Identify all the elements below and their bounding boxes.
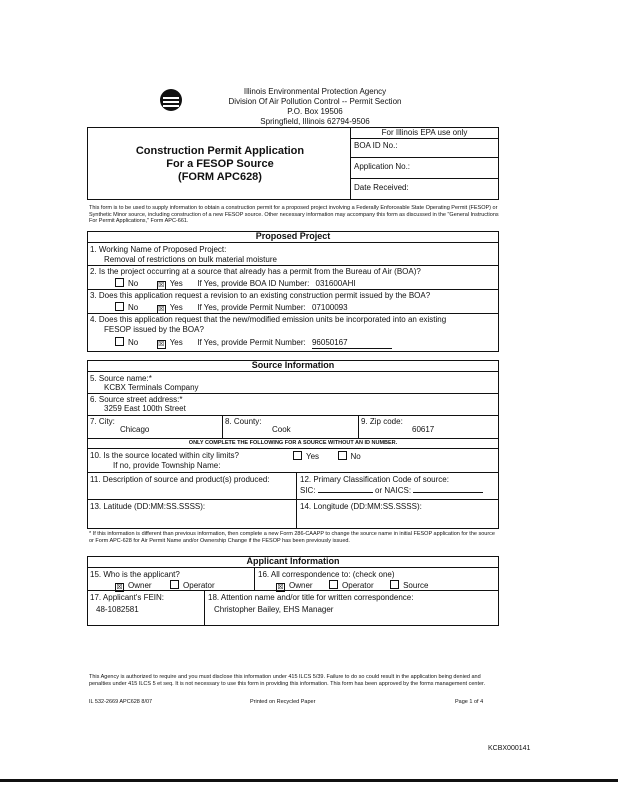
q4-no-checkbox[interactable]	[115, 337, 124, 346]
form-title	[95, 145, 345, 184]
q15-operator-label: Operator	[183, 581, 215, 590]
q18-label: 18. Attention name and/or title for written correspondence:	[208, 593, 414, 602]
q2-yes-checkbox[interactable]: ☒	[158, 282, 165, 289]
epa-use-header: For Illinois EPA use only	[381, 128, 468, 137]
q9-label: 9. Zip code:	[361, 417, 403, 426]
q6-label: 6. Source street address:*	[90, 395, 183, 404]
bates-number: KCBX000141	[488, 745, 531, 752]
only-complete-notice: ONLY COMPLETE THE FOLLOWING FOR A SOURCE WITHOUT AN ID NUMBER.	[188, 440, 398, 446]
q4-answers	[115, 337, 392, 349]
q16-source-checkbox[interactable]	[390, 580, 399, 589]
q4-no-label: No	[128, 338, 139, 347]
q10-no-label: No	[350, 452, 361, 461]
q4-label-line-2: FESOP issued by the BOA?	[104, 325, 204, 334]
agency-line-1: Illinois Environmental Protection Agency	[243, 87, 387, 96]
footer-form-id: IL 532-2669 APC628 8/07	[89, 699, 153, 705]
q16-operator-label: Operator	[342, 581, 374, 590]
q16-operator-checkbox[interactable]	[329, 580, 338, 589]
q3-label: 3. Does this application request a revision to an existing construction permit issued by the BOA?	[90, 291, 431, 300]
q4-if-yes-label: If Yes, provide Permit Number:	[197, 338, 306, 347]
agency-line-4: Springfield, Illinois 62794-9506	[260, 117, 370, 126]
q4-yes-label: Yes	[169, 338, 183, 347]
q10-township-label: If no, provide Township Name:	[113, 461, 221, 470]
q12-or-label: or	[375, 486, 383, 495]
q5-value: KCBX Terminals Company	[104, 383, 199, 392]
scan-edge-bar	[0, 779, 618, 782]
q1-label: 1. Working Name of Proposed Project:	[90, 245, 227, 254]
q12-label: 12. Primary Classification Code of source:	[300, 475, 449, 484]
q2-no-label: No	[128, 279, 139, 288]
intro-text: This form is to be used to supply information to obtain a construction permit for a proposed project involving a Federally Enforceable State Operating Permit (FESOP) or Synthetic Minor source, including construction of a new FESOP source. Other necessary information may accompany this form as discussed in the "General Instructions For Permit Applications," Form APC-661.	[89, 205, 499, 225]
agency-line-3: P.O. Box 19506	[287, 107, 343, 116]
q16-label: 16. All correspondence to: (check one)	[258, 570, 395, 579]
q12-sic-label: SIC:	[300, 486, 316, 495]
q7-label: 7. City:	[90, 417, 115, 426]
form-title-line-1: Construction Permit Application	[135, 145, 305, 157]
q3-no-checkbox[interactable]	[115, 302, 124, 311]
application-no-field: Application No.:	[354, 162, 411, 171]
q11-label: 11. Description of source and product(s) produced:	[90, 475, 270, 484]
q3-no-label: No	[128, 303, 139, 312]
q10-no-checkbox[interactable]	[338, 451, 347, 460]
q12-naics-field[interactable]	[413, 492, 483, 493]
q18-value: Christopher Bailey, EHS Manager	[214, 605, 334, 614]
footer-printed-on: Printed on Recycled Paper	[250, 699, 316, 705]
illinois-epa-seal-icon	[160, 89, 182, 111]
q13-label: 13. Latitude (DD:MM:SS.SSSS):	[90, 502, 206, 511]
q15-label: 15. Who is the applicant?	[90, 570, 180, 579]
q16-owner-checkbox[interactable]: ☒	[277, 584, 284, 591]
agency-line-2: Division Of Air Pollution Control -- Permit Section	[228, 97, 402, 106]
q3-if-yes-label: If Yes, provide Permit Number:	[197, 303, 306, 312]
q2-boa-id-value: 031600AHI	[316, 279, 386, 290]
q12-sic-field[interactable]	[318, 492, 373, 493]
q3-yes-checkbox[interactable]: ☒	[158, 306, 165, 313]
applicant-information-heading: Applicant Information	[246, 556, 340, 566]
q3-permit-number-value: 07100093	[312, 303, 392, 314]
q6-value: 3259 East 100th Street	[104, 404, 186, 413]
source-information-heading: Source Information	[251, 360, 335, 370]
q2-if-yes-label: If Yes, provide BOA ID Number:	[197, 279, 310, 288]
form-title-line-2: For a FESOP Source	[166, 158, 274, 170]
agency-header	[190, 87, 440, 127]
q17-value: 48-1082581	[96, 605, 139, 614]
q12-codes	[300, 486, 483, 496]
q17-label: 17. Applicant's FEIN:	[90, 593, 165, 602]
q2-label: 2. Is the project occurring at a source that already has a permit from the Bureau of Air (BOA)?	[90, 267, 421, 276]
q7-value: Chicago	[120, 425, 150, 434]
source-footnote: * If this information is different than previous information, then complete a new Form 286-CAAPP to change the source name in initial FESOP application for the source or Form APC-628 for Air Permit Name and/or Ownership Change if the FESOP has been previously issued.	[89, 531, 495, 544]
q16-owner-label: Owner	[289, 581, 313, 590]
proposed-project-heading: Proposed Project	[255, 231, 331, 241]
q3-yes-label: Yes	[169, 303, 183, 312]
q4-yes-checkbox[interactable]: ☒	[158, 341, 165, 348]
q9-value: 60617	[412, 425, 435, 434]
q15-owner-checkbox[interactable]: ☒	[116, 584, 123, 591]
q15-owner-label: Owner	[128, 581, 152, 590]
q10-yes-label: Yes	[306, 452, 320, 461]
q10-label: 10. Is the source located within city limits?	[90, 451, 239, 460]
footer-legal-text: This Agency is authorized to require and you must disclose this information under 415 ILCS 5/39. Failure to do so could result in the application being denied and penalties under 415 ILCS 5 et seq. It is not necessary to use this form in providing this information. This form has been approved by the forms management center.	[89, 674, 486, 687]
q4-label-line-1: 4. Does this application request that the new/modified emission units be incorporated into an existing	[90, 315, 447, 324]
date-received-field: Date Received:	[354, 183, 409, 192]
form-title-line-3: (FORM APC628)	[178, 171, 262, 183]
q8-label: 8. County:	[225, 417, 262, 426]
q10-yes-checkbox[interactable]	[293, 451, 302, 460]
q8-value: Cook	[272, 425, 291, 434]
q2-no-checkbox[interactable]	[115, 278, 124, 287]
q10-answers	[293, 451, 361, 462]
q1-value: Removal of restrictions on bulk material moisture	[104, 255, 277, 264]
q15-operator-checkbox[interactable]	[170, 580, 179, 589]
q5-label: 5. Source name:*	[90, 374, 152, 383]
boa-id-field: BOA ID No.:	[354, 141, 398, 150]
q2-yes-label: Yes	[169, 279, 183, 288]
q4-permit-number-value: 96050167	[312, 338, 392, 349]
q16-source-label: Source	[403, 581, 429, 590]
q12-naics-label: NAICS:	[384, 486, 412, 495]
q14-label: 14. Longitude (DD:MM:SS.SSSS):	[300, 502, 422, 511]
footer-page-number: Page 1 of 4	[455, 699, 484, 705]
